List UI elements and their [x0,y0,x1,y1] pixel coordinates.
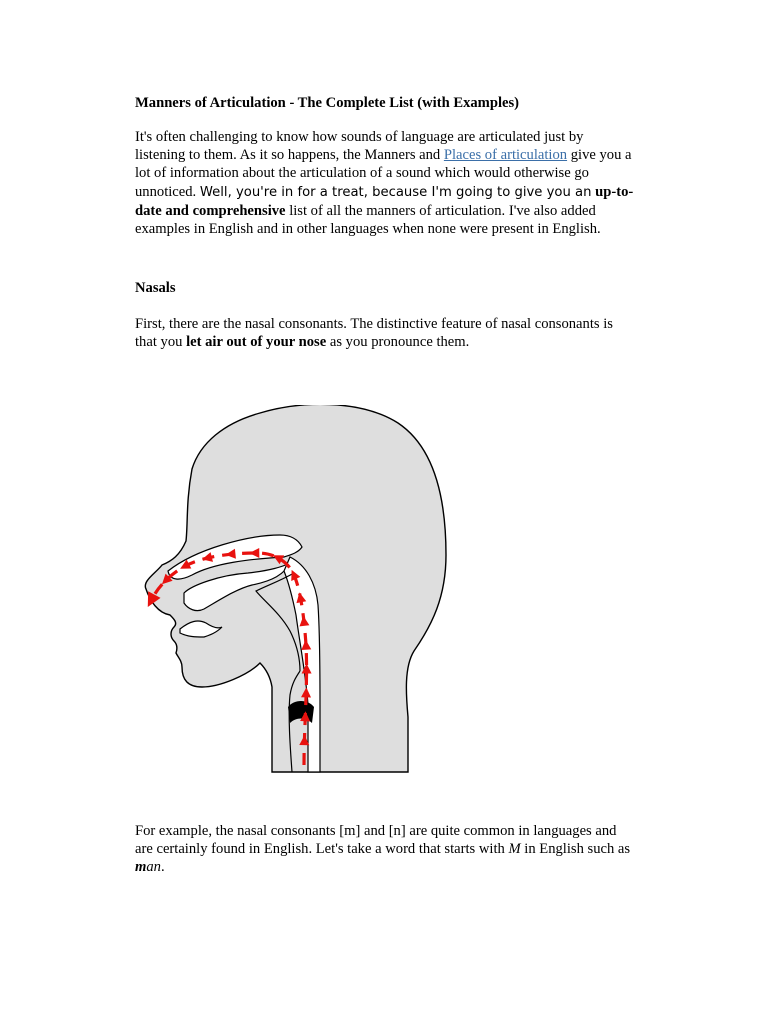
example-text-1: For example, the nasal consonants [m] and [n] are quite common in languages and are certainly found in English. Let's take a word that starts with [135,823,617,858]
nasal-bold-text: let air out of your nose [186,334,327,351]
example-text-3: . [160,859,165,876]
nasal-text-2: as you pronounce them. [326,334,470,351]
example-word-italic-part: an [146,859,161,876]
intro-text-1: It's often challenging to know how sounds of language are articulated just by listening to them. As it so happens, the Manners and [135,129,584,164]
places-of-articulation-link[interactable]: Places of articulation [443,147,568,164]
intro-handwritten-text: Well, you're in for a treat, because I'm going to give you an [199,184,592,200]
intro-text-4: list of all the manners of articulation. I've also added examples in English and in other languages when none were present in English. [135,202,601,238]
example-italic-letter: M [508,841,521,858]
example-text-2: in English such as [520,841,631,858]
section-heading-nasals: Nasals [135,280,176,296]
example-word-bold-part: m [135,859,147,876]
nasal-paragraph [135,315,635,351]
intro-paragraph [135,128,635,238]
head-cross-section-svg [140,405,480,777]
example-paragraph [135,822,635,877]
nasal-text-1: First, there are the nasal consonants. The distinctive feature of nasal consonants is that you [135,316,613,351]
intro-bold-text: up-to-date and comprehensive [135,183,634,219]
nasal-airflow-diagram [140,405,480,777]
page-title: Manners of Articulation - The Complete List (with Examples) [135,95,520,111]
intro-text-2: give you a lot of information about the articulation of a sound which would otherwise go unnoticed. [135,147,632,200]
